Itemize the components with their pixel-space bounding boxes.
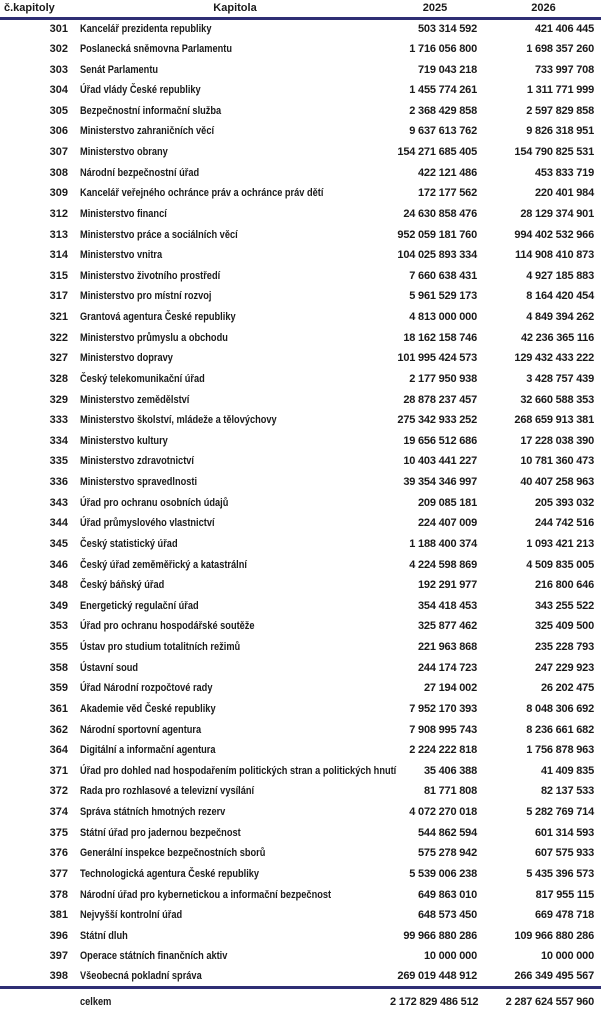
value-2026-cell: 2 597 829 858 [526,104,594,117]
value-2026-cell: 129 432 433 222 [514,352,594,365]
chapter-number-cell: 353 [49,620,68,633]
table-row [0,286,601,307]
chapter-name-cell [80,596,390,617]
chapter-number-cell: 381 [49,909,68,922]
chapter-name-cell [80,492,390,513]
chapter-number-cell: 362 [49,723,68,736]
value-2026-cell: 1 311 771 999 [526,84,594,97]
chapter-name-text: Bezpečnostní informační služba [80,104,222,117]
value-2026-cell: 3 428 757 439 [526,372,594,385]
chapter-name-cell [80,864,390,885]
table-row [0,431,601,452]
chapter-number-cell: 359 [49,682,68,695]
chapter-number-cell: 313 [49,228,68,241]
value-2025-cell: 221 963 868 [418,641,477,654]
chapter-name-text: Ministerstvo zahraničních věcí [80,125,215,138]
value-2026-cell: 8 164 420 454 [526,290,594,303]
value-2026-cell: 994 402 532 966 [514,228,594,241]
value-2025-cell: 2 368 429 858 [409,104,477,117]
chapter-number-cell: 396 [49,929,68,942]
table-row [0,451,601,472]
chapter-number-cell: 398 [49,970,68,983]
value-2025-cell: 1 455 774 261 [409,84,477,97]
chapter-name-cell [80,327,390,348]
value-2026-cell: 82 137 533 [540,785,594,798]
value-2025-cell: 99 966 880 286 [403,929,477,942]
table-row [0,327,601,348]
value-2025-cell: 2 177 950 938 [409,372,477,385]
table-row [0,204,601,225]
chapter-name-cell [80,678,390,699]
chapter-name-cell [80,39,390,60]
value-2026-cell: 205 393 032 [535,496,594,509]
value-2025-cell: 269 019 448 912 [397,970,477,983]
value-2025-cell: 4 813 000 000 [409,311,477,324]
chapter-number-cell: 364 [49,744,68,757]
chapter-name-cell [80,389,390,410]
value-2026-cell: 4 849 394 262 [526,311,594,324]
chapter-name-cell [80,657,390,678]
value-2025-cell: 81 771 808 [423,785,477,798]
value-2026-cell: 8 236 661 682 [526,723,594,736]
value-2025-cell: 35 406 388 [423,764,477,777]
table-row [0,410,601,431]
value-2025-cell: 4 072 270 018 [409,806,477,819]
chapter-name-text: Energetický regulační úřad [80,599,199,612]
table-row [0,369,601,390]
chapter-number-cell: 336 [49,476,68,489]
table-row [0,121,601,142]
value-2026-cell: 216 800 646 [535,579,594,592]
chapter-name-cell [80,472,390,493]
value-2026-cell: 42 236 365 116 [520,331,594,344]
chapter-name-cell [80,266,390,287]
total-spacer [0,987,80,1013]
chapter-name-text: Národní sportovní agentura [80,723,202,736]
chapter-name-text: Státní úřad pro jadernou bezpečnost [80,826,241,839]
chapter-name-cell [80,554,390,575]
chapter-name-text: Ministerstvo práce a sociálních věcí [80,228,238,241]
table-row [0,245,601,266]
chapter-name-cell [80,142,390,163]
chapter-number-cell: 349 [49,599,68,612]
table-header [0,0,601,18]
table-row [0,472,601,493]
value-2025-cell: 719 043 218 [418,63,477,76]
chapter-name-text: Ministerstvo zemědělství [80,393,190,406]
value-2025-cell: 224 407 009 [418,517,477,530]
chapter-name-cell [80,59,390,80]
chapter-name-text: Akademie věd České republiky [80,702,216,715]
table-row [0,884,601,905]
value-2025-cell: 422 121 486 [418,166,477,179]
chapter-name-cell [80,18,390,39]
value-2026-cell: 247 229 923 [535,661,594,674]
table-row [0,513,601,534]
value-2025-cell: 1 716 056 800 [409,42,477,55]
table-row [0,59,601,80]
chapter-number-cell: 302 [49,42,68,55]
value-2025-cell: 39 354 346 997 [403,476,477,489]
chapter-name-text: Ministerstvo vnitra [80,249,163,262]
chapter-number-cell: 333 [49,414,68,427]
value-2025-cell: 5 539 006 238 [409,867,477,880]
chapter-name-cell [80,699,390,720]
value-2025-cell: 10 000 000 [423,950,477,963]
value-2025-cell: 154 271 685 405 [397,146,477,159]
chapter-number-cell: 374 [49,806,68,819]
chapter-name-text: Správa státních hmotných rezerv [80,806,226,819]
chapter-name-text: Ministerstvo průmyslu a obchodu [80,331,228,344]
chapter-name-text: Ministerstvo zdravotnictví [80,455,194,468]
chapter-name-cell [80,967,390,988]
value-2025-cell: 101 995 424 573 [397,352,477,365]
chapter-number-cell: 317 [49,290,68,303]
chapter-name-text: Grantová agentura České republiky [80,311,236,324]
chapter-name-cell [80,431,390,452]
value-2025-cell: 5 961 529 173 [409,290,477,303]
value-2026-cell: 607 575 933 [535,847,594,860]
chapter-number-cell: 346 [49,558,68,571]
chapter-name-text: Státní dluh [80,929,128,942]
value-2025-cell: 7 952 170 393 [409,702,477,715]
value-2026-cell: 154 790 825 531 [514,146,594,159]
chapter-name-cell [80,884,390,905]
value-2026-cell: 109 966 880 286 [514,929,594,942]
chapter-name-cell [80,905,390,926]
value-2026-cell: 601 314 593 [535,826,594,839]
chapter-name-text: Úřad průmyslového vlastnictví [80,517,215,530]
chapter-name-text: Ministerstvo financí [80,207,167,220]
header-year-2025: 2025 [390,0,490,18]
value-2026-cell: 5 282 769 714 [526,806,594,819]
chapter-number-cell: 334 [49,434,68,447]
chapter-number-cell: 309 [49,187,68,200]
value-2026-cell: 41 409 835 [540,764,594,777]
value-2025-cell: 244 174 723 [418,661,477,674]
chapter-number-cell: 372 [49,785,68,798]
chapter-number-cell: 344 [49,517,68,530]
value-2025-cell: 649 863 010 [418,888,477,901]
value-2025-cell: 104 025 893 334 [397,249,477,262]
table-row [0,637,601,658]
table-row [0,616,601,637]
value-2025-cell: 275 342 933 252 [397,414,477,427]
chapter-number-cell: 301 [49,23,68,36]
value-2025-cell: 354 418 453 [418,599,477,612]
value-2025-cell: 2 224 222 818 [409,744,477,757]
table-row [0,266,601,287]
value-2025-cell: 7 660 638 431 [409,269,477,282]
chapter-name-cell [80,224,390,245]
chapter-name-text: Technologická agentura České republiky [80,867,260,880]
chapter-number-cell: 312 [49,207,68,220]
table-footer [0,987,601,1013]
chapter-number-cell: 355 [49,641,68,654]
budget-table-body [0,18,601,987]
chapter-name-text: Národní bezpečnostní úřad [80,166,200,179]
chapter-number-cell: 345 [49,537,68,550]
table-row [0,926,601,947]
value-2026-cell: 733 997 708 [535,63,594,76]
table-row [0,596,601,617]
chapter-name-cell [80,637,390,658]
table-row [0,348,601,369]
chapter-name-cell [80,410,390,431]
value-2026-cell: 1 698 357 260 [526,42,594,55]
chapter-name-cell [80,451,390,472]
table-row [0,492,601,513]
table-row [0,183,601,204]
table-row [0,18,601,39]
value-2025-cell: 503 314 592 [418,23,477,36]
value-2025-cell: 325 877 462 [418,620,477,633]
table-row [0,554,601,575]
chapter-number-cell: 375 [49,826,68,839]
value-2026-cell: 32 660 588 353 [520,393,594,406]
header-chapter-number: č.kapitoly [0,0,80,18]
chapter-name-cell [80,802,390,823]
total-value-2026: 2 287 624 557 960 [490,987,601,1013]
value-2026-cell: 10 781 360 473 [520,455,594,468]
value-2026-cell: 1 756 878 963 [526,744,594,757]
value-2025-cell: 10 403 441 227 [403,455,477,468]
table-row [0,967,601,988]
table-row [0,678,601,699]
chapter-name-cell [80,761,397,782]
table-row [0,101,601,122]
chapter-name-text: Kancelář prezidenta republiky [80,23,212,36]
chapter-number-cell: 303 [49,63,68,76]
total-label-text: celkem [80,996,112,1009]
chapter-name-text: Všeobecná pokladní správa [80,970,202,983]
value-2026-cell: 235 228 793 [535,641,594,654]
chapter-name-text: Národní úřad pro kybernetickou a informační bezpečnost [80,888,332,901]
value-2025-cell: 24 630 858 476 [403,207,477,220]
chapter-name-cell [80,101,390,122]
chapter-name-cell [80,513,390,534]
chapter-number-cell: 371 [49,764,68,777]
value-2026-cell: 1 093 421 213 [526,537,594,550]
chapter-number-cell: 314 [49,249,68,262]
value-2026-cell: 268 659 913 381 [514,414,594,427]
chapter-number-cell: 304 [49,84,68,97]
chapter-name-text: Český statistický úřad [80,537,178,550]
value-2026-cell: 343 255 522 [535,599,594,612]
header-row [0,0,601,18]
chapter-name-text: Ministerstvo obrany [80,146,168,159]
chapter-number-cell: 361 [49,702,68,715]
header-year-2026: 2026 [490,0,601,18]
chapter-number-cell: 308 [49,166,68,179]
table-row [0,162,601,183]
value-2026-cell: 453 833 719 [535,166,594,179]
value-2026-cell: 266 349 495 567 [514,970,594,983]
chapter-number-cell: 335 [49,455,68,468]
value-2025-cell: 27 194 002 [423,682,477,695]
value-2025-cell: 209 085 181 [418,496,477,509]
chapter-name-cell [80,575,390,596]
value-2025-cell: 4 224 598 869 [409,558,477,571]
table-row [0,822,601,843]
table-row [0,802,601,823]
chapter-name-text: Nejvyšší kontrolní úřad [80,909,183,922]
chapter-name-cell [80,616,390,637]
table-row [0,224,601,245]
chapter-name-text: Ministerstvo spravedlnosti [80,476,198,489]
chapter-name-cell [80,286,390,307]
chapter-name-cell [80,926,390,947]
chapter-name-text: Digitální a informační agentura [80,744,216,757]
value-2026-cell: 5 435 396 573 [526,867,594,880]
chapter-name-text: Senát Parlamentu [80,63,159,76]
table-row [0,142,601,163]
chapter-name-text: Úřad Národní rozpočtové rady [80,682,213,695]
chapter-number-cell: 307 [49,146,68,159]
chapter-number-cell: 328 [49,372,68,385]
chapter-name-cell [80,946,390,967]
chapter-name-cell [80,307,390,328]
chapter-number-cell: 322 [49,331,68,344]
value-2026-cell: 114 908 410 873 [515,249,594,262]
table-row [0,307,601,328]
chapter-name-text: Úřad pro ochranu hospodářské soutěže [80,620,255,633]
chapter-name-cell [80,245,390,266]
chapter-name-cell [80,534,390,555]
value-2026-cell: 10 000 000 [540,950,594,963]
chapter-name-cell [80,369,390,390]
chapter-number-cell: 321 [49,311,68,324]
value-2025-cell: 9 637 613 762 [409,125,477,138]
value-2026-cell: 325 409 500 [535,620,594,633]
chapter-name-text: Úřad pro ochranu osobních údajů [80,496,229,509]
table-row [0,761,601,782]
value-2026-cell: 40 407 258 963 [520,476,594,489]
chapter-name-text: Český báňský úřad [80,579,165,592]
chapter-name-text: Kancelář veřejného ochránce práv a ochránce práv dětí [80,187,324,200]
chapter-name-cell [80,162,390,183]
chapter-name-cell [80,781,390,802]
value-2025-cell: 18 162 158 746 [403,331,477,344]
value-2026-cell: 8 048 306 692 [526,702,594,715]
chapter-name-text: Ministerstvo životního prostředí [80,269,221,282]
chapter-number-cell: 343 [49,496,68,509]
chapter-name-text: Ministerstvo kultury [80,434,168,447]
table-row [0,781,601,802]
chapter-number-cell: 378 [49,888,68,901]
chapter-name-text: Ministerstvo dopravy [80,352,173,365]
value-2026-cell: 17 228 038 390 [520,434,594,447]
chapter-number-cell: 306 [49,125,68,138]
chapter-name-text: Poslanecká sněmovna Parlamentu [80,42,233,55]
table-row [0,740,601,761]
chapter-name-cell [80,204,390,225]
chapter-name-text: Úřad vlády České republiky [80,84,201,97]
value-2026-cell: 4 509 835 005 [526,558,594,571]
value-2025-cell: 575 278 942 [418,847,477,860]
chapter-number-cell: 327 [49,352,68,365]
total-row [0,987,601,1013]
chapter-number-cell: 377 [49,867,68,880]
chapter-number-cell: 376 [49,847,68,860]
chapter-number-cell: 305 [49,104,68,117]
chapter-name-cell [80,183,390,204]
table-row [0,575,601,596]
chapter-name-text: Ústav pro studium totalitních režimů [80,641,241,654]
total-value-2025: 2 172 829 486 512 [390,987,490,1013]
chapter-name-cell [80,740,390,761]
table-row [0,946,601,967]
chapter-number-cell: 348 [49,579,68,592]
chapter-name-cell [80,822,390,843]
value-2026-cell: 9 826 318 951 [526,125,594,138]
table-row [0,864,601,885]
chapter-name-cell [80,843,390,864]
value-2025-cell: 28 878 237 457 [403,393,477,406]
value-2025-cell: 952 059 181 760 [397,228,477,241]
value-2025-cell: 544 862 594 [418,826,477,839]
chapter-name-text: Úřad pro dohled nad hospodařením politických stran a politických hnutí [80,764,397,777]
table-row [0,905,601,926]
chapter-name-text: Rada pro rozhlasové a televizní vysílání [80,785,255,798]
value-2025-cell: 19 656 512 686 [403,434,477,447]
chapter-name-cell [80,80,390,101]
chapter-name-text: Český úřad zeměměřický a katastrální [80,558,247,571]
chapter-name-text: Generální inspekce bezpečnostních sborů [80,847,266,860]
chapter-name-cell [80,719,390,740]
chapter-number-cell: 329 [49,393,68,406]
chapter-name-text: Ministerstvo školství, mládeže a tělovýchovy [80,414,277,427]
value-2025-cell: 648 573 450 [418,909,477,922]
total-label [80,987,390,1013]
value-2026-cell: 26 202 475 [540,682,594,695]
chapter-name-cell [80,348,390,369]
value-2025-cell: 172 177 562 [418,187,477,200]
value-2026-cell: 28 129 374 901 [520,207,594,220]
value-2025-cell: 1 188 400 374 [409,537,477,550]
chapter-name-cell [80,121,390,142]
value-2026-cell: 244 742 516 [535,517,594,530]
chapter-name-text: Ministerstvo pro místní rozvoj [80,290,212,303]
chapter-number-cell: 358 [49,661,68,674]
table-row [0,657,601,678]
chapter-name-text: Operace státních finančních aktiv [80,950,228,963]
value-2026-cell: 4 927 185 883 [526,269,594,282]
table-row [0,80,601,101]
chapter-name-text: Ústavní soud [80,661,139,674]
value-2026-cell: 817 955 115 [535,888,594,901]
chapter-number-cell: 397 [49,950,68,963]
value-2026-cell: 669 478 718 [535,909,594,922]
header-chapter-name: Kapitola [80,0,390,18]
table-row [0,389,601,410]
table-row [0,843,601,864]
value-2025-cell: 192 291 977 [418,579,477,592]
table-row [0,534,601,555]
chapter-number-cell: 315 [49,269,68,282]
value-2025-cell: 7 908 995 743 [409,723,477,736]
value-2026-cell: 220 401 984 [535,187,594,200]
table-row [0,699,601,720]
chapter-name-text: Český telekomunikační úřad [80,372,205,385]
value-2026-cell: 421 406 445 [535,23,594,36]
table-row [0,39,601,60]
table-row [0,719,601,740]
